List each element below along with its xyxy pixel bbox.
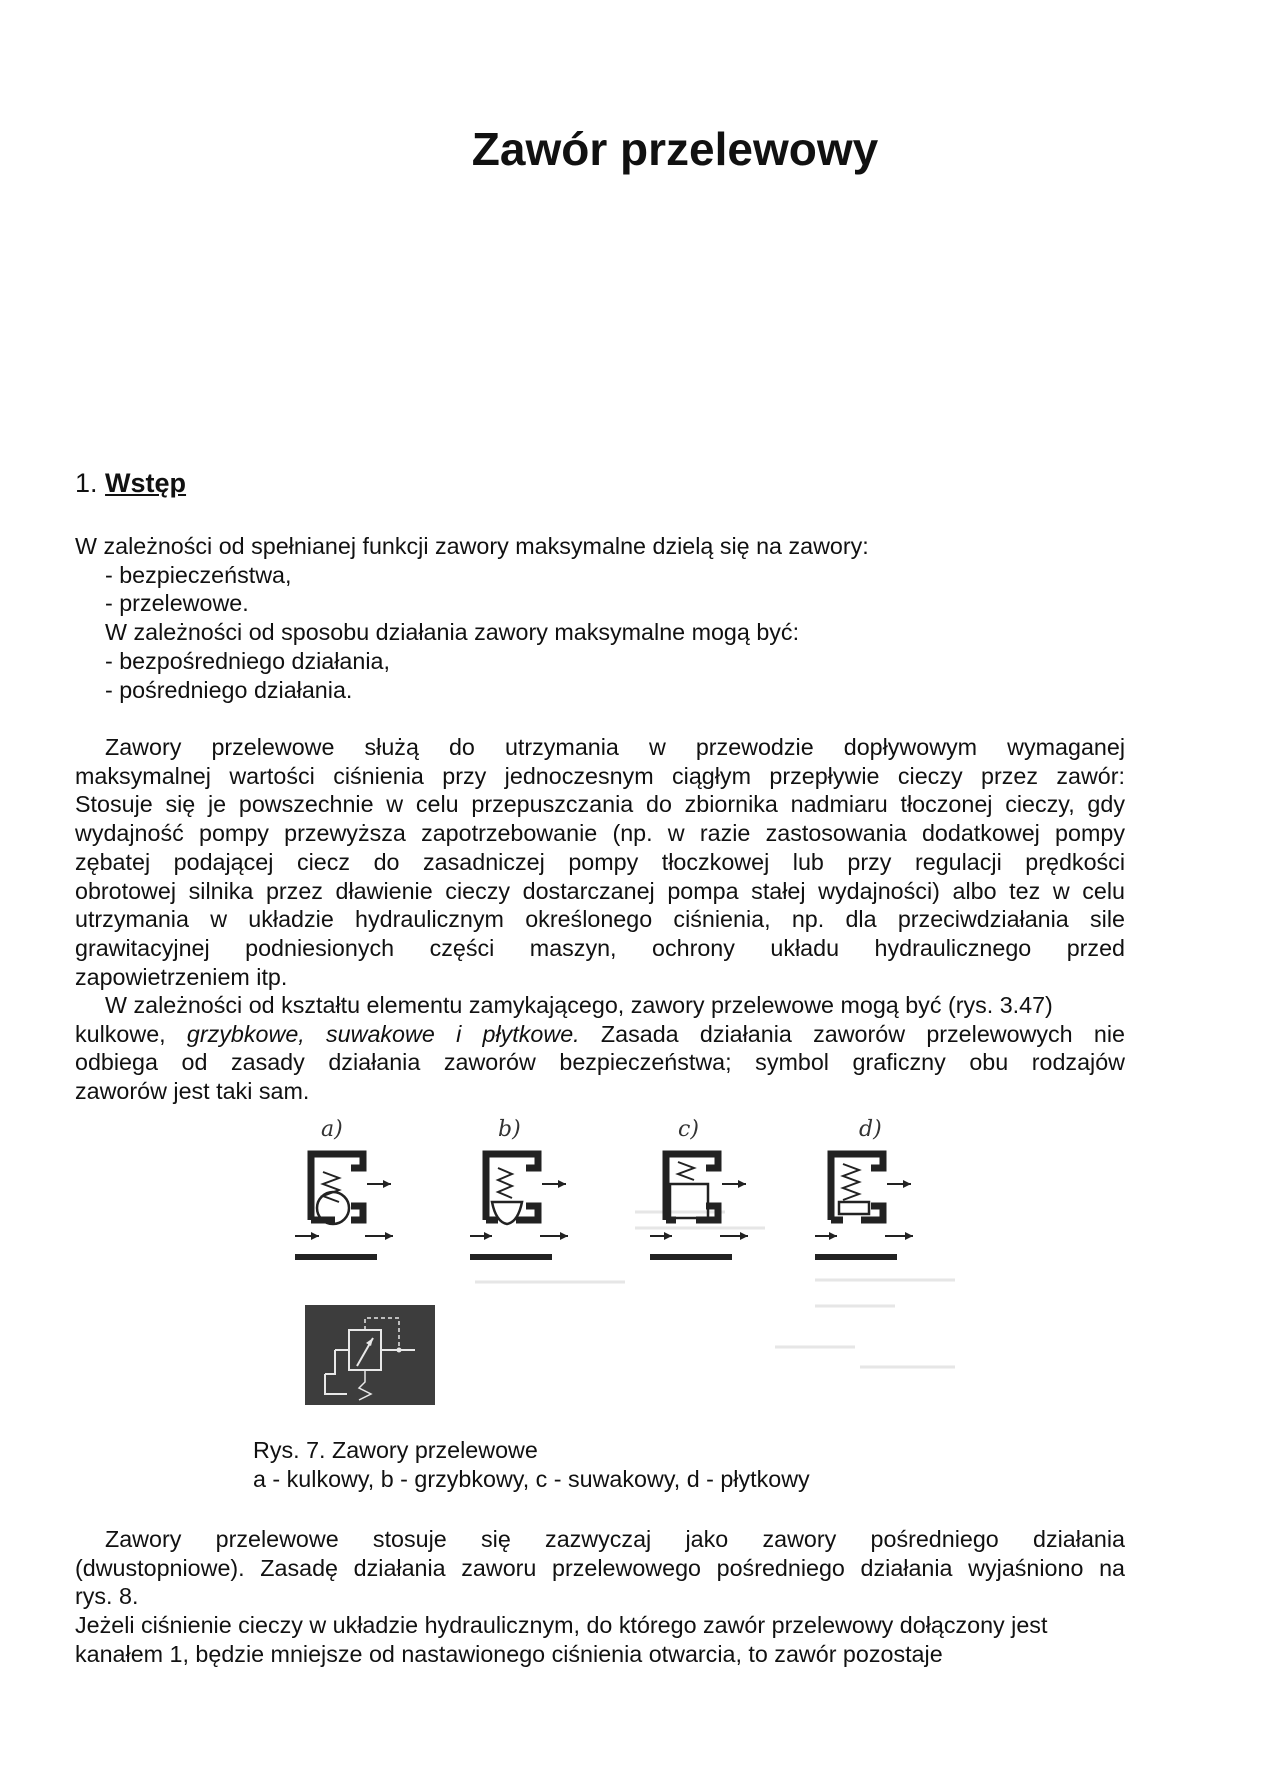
- figure-caption: [253, 1436, 810, 1494]
- para4-line-2: kanałem 1, będzie mniejsze od nastawionego ciśnienia otwarcia, to zawór pozostaje: [75, 1640, 943, 1667]
- para2-line-1: W zależności od kształtu elementu zamykającego, zawory przelewowe mogą być (rys. 3.47): [105, 992, 1053, 1018]
- para1-line-5: zębatej podającej ciecz do zasadniczej pompy tłoczkowej lub przy regulacji prędkości: [75, 848, 1125, 875]
- para2-line-2b: grzybkowe, suwakowe i płytkowe.: [186, 1020, 580, 1047]
- para1-line-6: obrotowej silnika przez dławienie cieczy dostarczanej pompa stałej wydajności) albo tez w celu: [75, 877, 1125, 904]
- para2-line-2c: Zasada działania zaworów przelewowych nie: [579, 1020, 1125, 1047]
- mode-item-1: - bezpośredniego działania,: [105, 647, 390, 674]
- valve-figure: [295, 1112, 995, 1412]
- intro-line: W zależności od spełnianej funkcji zawory maksymalne dzielą się na zawory:: [75, 533, 869, 559]
- paragraph-2: [75, 991, 1125, 1106]
- caption-line-1: Rys. 7. Zawory przelewowe: [253, 1437, 538, 1463]
- section-heading: [75, 468, 186, 499]
- valve-a-drawing: [295, 1154, 393, 1257]
- figure-label-b: b): [498, 1117, 521, 1142]
- mode-item-2: - pośredniego działania.: [105, 676, 353, 703]
- valve-d-drawing: [815, 1154, 913, 1257]
- intro-block: [75, 532, 1125, 704]
- para3-line-3: rys. 8.: [75, 1583, 139, 1610]
- para2-line-4: zaworów jest taki sam.: [75, 1078, 310, 1105]
- paragraph-1: [75, 733, 1125, 991]
- caption-line-2: a - kulkowy, b - grzybkowy, c - suwakowy, d - płytkowy: [253, 1466, 810, 1492]
- valve-graphic-symbol: [305, 1305, 435, 1405]
- para3-line-2: (dwustopniowe). Zasadę działania zaworu przelewowego pośredniego działania wyjaśniono na: [75, 1554, 1125, 1581]
- para1-line-7: utrzymania w układzie hydraulicznym określonego ciśnienia, np. dla przeciwdziałania sile: [75, 906, 1125, 933]
- valve-b-drawing: [470, 1154, 568, 1257]
- document-title: Zawór przelewowy: [471, 123, 879, 175]
- figure-label-c: c): [678, 1117, 699, 1142]
- para4-line-1: Jeżeli ciśnienie cieczy w układzie hydraulicznym, do którego zawór przelewowy dołączony jest: [75, 1612, 1048, 1638]
- para1-line-8: grawitacyjnej podniesionych części maszyn, ochrony układu hydraulicznego przed: [75, 934, 1125, 961]
- mode-intro-line: W zależności od sposobu działania zawory maksymalne mogą być:: [105, 619, 800, 646]
- para1-line-4: wydajność pompy przewyższa zapotrzebowanie (np. w razie zastosowania dodatkowej pompy: [75, 820, 1125, 847]
- para3-line-1: Zawory przelewowe stosuje się zazwyczaj jako zawory pośredniego działania: [105, 1526, 1125, 1552]
- figure-label-d: d): [859, 1117, 882, 1142]
- section-title: Wstęp: [105, 468, 187, 498]
- valve-c-drawing: [650, 1154, 748, 1257]
- para1-line-2: maksymalnej wartości ciśnienia przy jednoczesnym ciągłym przepływie cieczy przez zawór:: [75, 762, 1125, 789]
- para2-line-2: [75, 1020, 1125, 1049]
- func-item-2: - przelewowe.: [105, 590, 249, 617]
- para1-line-1: Zawory przelewowe służą do utrzymania w przewodzie dopływowym wymaganej: [105, 734, 1125, 760]
- paragraph-4: [75, 1611, 1125, 1668]
- section-number: 1.: [75, 468, 98, 498]
- func-item-1: - bezpieczeństwa,: [105, 561, 292, 588]
- para2-line-3: odbiega od zasady działania zaworów bezpieczeństwa; symbol graficzny obu rodzajów: [75, 1049, 1125, 1076]
- para1-line-9: zapowietrzeniem itp.: [75, 963, 288, 990]
- figure-label-a: a): [321, 1117, 343, 1142]
- para2-line-2a: kulkowe,: [75, 1020, 187, 1047]
- paragraph-3: [75, 1525, 1125, 1611]
- para1-line-3: Stosuje się je powszechnie w celu przepuszczania do zbiornika nadmiaru tłoczonej cieczy, gdy: [75, 791, 1125, 818]
